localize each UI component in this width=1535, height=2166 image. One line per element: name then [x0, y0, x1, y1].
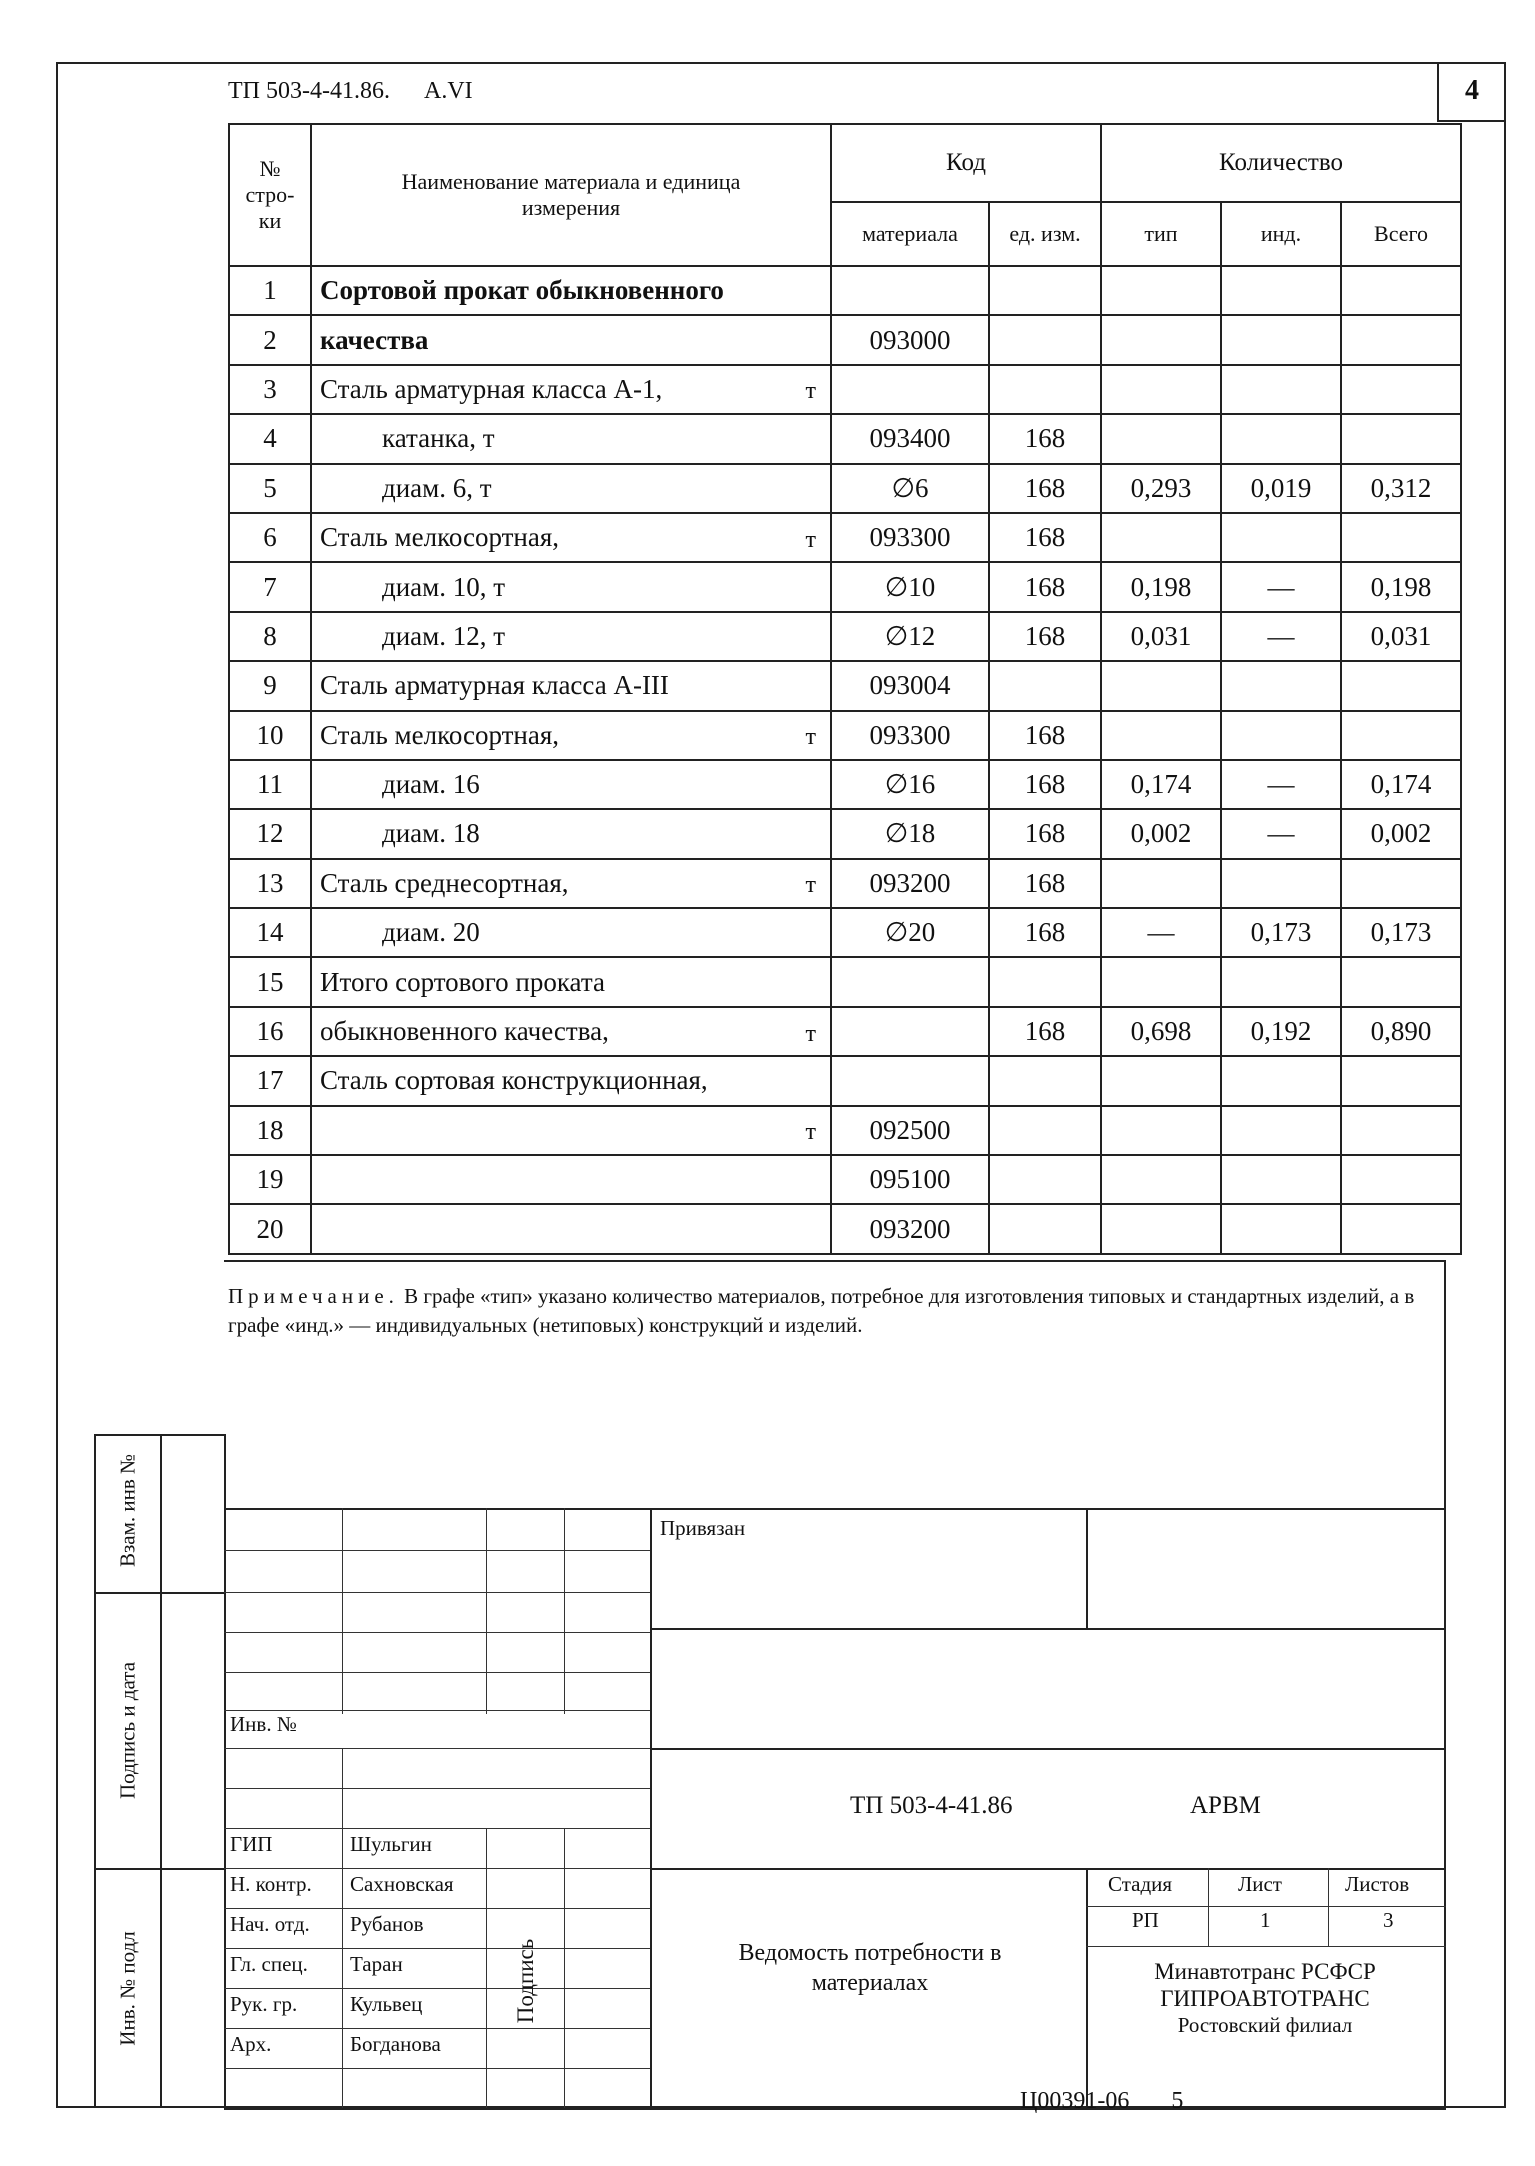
grid-line [224, 1260, 1446, 1262]
grid-line [224, 1908, 650, 1909]
qty-individual-cell: — [1221, 809, 1341, 858]
row-number-cell: 11 [229, 760, 311, 809]
role-person-name: Таран [350, 1952, 403, 1976]
qty-total-cell: 0,198 [1341, 562, 1461, 611]
qty-individual-cell [1221, 1106, 1341, 1155]
qty-individual-cell [1221, 315, 1341, 364]
row-number-cell: 10 [229, 711, 311, 760]
qty-total-cell [1341, 1106, 1461, 1155]
row-number-cell: 2 [229, 315, 311, 364]
qty-type-cell: 0,002 [1101, 809, 1221, 858]
material-code-cell [831, 1056, 989, 1105]
table-row [229, 266, 1461, 315]
grid-line [1086, 1906, 1446, 1907]
note-text: В графе «тип» указано количество материалов, потребное для изготовления типовых и стандартных изделий, а в графе «инд.» — индивидуальных (нетиповых) конструкций и изделий. [228, 1284, 1415, 1337]
grid-line [224, 1550, 650, 1551]
row-number-cell: 12 [229, 809, 311, 858]
materials-table [228, 123, 1462, 1255]
unit-code-cell [989, 365, 1101, 414]
grid-line [224, 1592, 650, 1593]
table-row [229, 612, 1461, 661]
material-name-cell [311, 859, 831, 908]
material-name-cell [311, 513, 831, 562]
material-name-cell [311, 266, 831, 315]
material-code-cell [831, 957, 989, 1006]
grid-line [564, 1508, 565, 1714]
side-stamp-top-border [94, 1434, 224, 1436]
qty-individual-cell [1221, 365, 1341, 414]
unit-code-cell [989, 1204, 1101, 1253]
grid-line [224, 1748, 650, 1749]
doc-header [228, 78, 501, 105]
qty-total-cell [1341, 365, 1461, 414]
table-row [229, 760, 1461, 809]
side-label-vzam: Взам. инв № [115, 1453, 140, 1568]
grid-line [224, 1632, 650, 1633]
unit-code-cell: 168 [989, 809, 1101, 858]
qty-individual-cell [1221, 1204, 1341, 1253]
table-row [229, 908, 1461, 957]
qty-individual-cell: — [1221, 562, 1341, 611]
grid-line [224, 2108, 1446, 2110]
unit-code-cell [989, 1155, 1101, 1204]
row-number-cell: 8 [229, 612, 311, 661]
material-code-cell [831, 1007, 989, 1056]
grid-line [486, 1828, 487, 2108]
org-ministry: Минавтотранс РСФСР [1154, 1959, 1376, 1984]
material-code-cell: ∅20 [831, 908, 989, 957]
qty-total-cell [1341, 1056, 1461, 1105]
unit-code-cell: 168 [989, 464, 1101, 513]
org-branch: Ростовский филиал [1177, 2013, 1353, 2037]
material-name: диам. 10, т [382, 571, 506, 602]
sheets-label: Листов [1345, 1872, 1410, 1896]
signature-column-label: Подпись [513, 1938, 538, 2024]
row-number-cell: 16 [229, 1007, 311, 1056]
unit-code-cell: 168 [989, 414, 1101, 463]
material-code-cell [831, 266, 989, 315]
qty-individual-cell [1221, 859, 1341, 908]
stage-label: Стадия [1108, 1872, 1173, 1896]
row-number-cell: 14 [229, 908, 311, 957]
sheet-label: Лист [1238, 1872, 1282, 1896]
note [228, 1282, 1458, 1340]
qty-individual-cell [1221, 957, 1341, 1006]
row-number-cell: 1 [229, 266, 311, 315]
material-name-cell [311, 760, 831, 809]
grid-line [342, 1748, 343, 2108]
qty-type-cell [1101, 661, 1221, 710]
album-number: A.VI [423, 78, 473, 104]
material-code-cell: ∅16 [831, 760, 989, 809]
material-code-cell: 093004 [831, 661, 989, 710]
role-label: Нач. отд. [230, 1912, 310, 1936]
role-person-name: Шульгин [350, 1832, 432, 1856]
material-name: диам. 20 [382, 917, 480, 948]
col-qty-individual: инд. [1221, 202, 1341, 266]
role-label: Гл. спец. [230, 1952, 308, 1976]
table-row [229, 1007, 1461, 1056]
table-row [229, 809, 1461, 858]
row-number-cell: 20 [229, 1204, 311, 1253]
material-name-cell [311, 1204, 831, 1253]
document-code: ТП 503-4-41.86 [850, 1792, 1013, 1819]
table-row [229, 711, 1461, 760]
material-name: Сталь среднесортная, [320, 867, 569, 898]
col-row-number: № стро- ки [229, 124, 311, 266]
material-name-cell [311, 661, 831, 710]
bottom-code [1020, 2088, 1183, 2115]
grid-line [224, 1868, 650, 1869]
col-qty-type: тип [1101, 202, 1221, 266]
qty-type-cell: 0,031 [1101, 612, 1221, 661]
material-name: Сталь мелкосортная, [320, 719, 560, 750]
side-stamp-divider-1 [94, 1592, 224, 1594]
material-name: Сталь сортовая конструкционная, [320, 1065, 708, 1096]
stage-value: РП [1132, 1908, 1159, 1932]
qty-total-cell: 0,174 [1341, 760, 1461, 809]
qty-type-cell: 0,698 [1101, 1007, 1221, 1056]
qty-type-cell [1101, 315, 1221, 364]
doc-code: ТП 503-4-41.86. [228, 78, 390, 104]
qty-type-cell [1101, 859, 1221, 908]
grid-line [224, 1710, 650, 1711]
material-code-cell: 093000 [831, 315, 989, 364]
qty-individual-cell [1221, 414, 1341, 463]
qty-individual-cell [1221, 711, 1341, 760]
row-number-cell: 7 [229, 562, 311, 611]
unit-code-cell [989, 1056, 1101, 1105]
bottom-doc-code: Ц00391-06 [1020, 2088, 1130, 2114]
qty-individual-cell [1221, 266, 1341, 315]
material-code-cell: 093300 [831, 711, 989, 760]
row-number-cell: 5 [229, 464, 311, 513]
material-name: диам. 18 [382, 818, 480, 849]
material-name-cell [311, 315, 831, 364]
unit-code-cell [989, 315, 1101, 364]
qty-type-cell [1101, 711, 1221, 760]
table-row [229, 562, 1461, 611]
unit-mark: т [805, 872, 816, 899]
qty-total-cell [1341, 661, 1461, 710]
title-block-top-border [224, 1508, 1446, 1510]
col-code-material: материала [831, 202, 989, 266]
qty-total-cell [1341, 414, 1461, 463]
grid-line [650, 1628, 1446, 1630]
material-name: диам. 6, т [382, 472, 492, 503]
material-code-cell: 093400 [831, 414, 989, 463]
row-number-cell: 17 [229, 1056, 311, 1105]
unit-mark: т [805, 724, 816, 751]
unit-code-cell: 168 [989, 1007, 1101, 1056]
unit-code-cell: 168 [989, 859, 1101, 908]
qty-type-cell [1101, 1056, 1221, 1105]
qty-type-cell [1101, 266, 1221, 315]
grid-line [224, 2028, 650, 2029]
material-name-cell [311, 1155, 831, 1204]
table-row [229, 957, 1461, 1006]
grid-line [224, 1672, 650, 1673]
title-block-left-border [224, 1434, 226, 2108]
qty-type-cell [1101, 1204, 1221, 1253]
unit-code-cell: 168 [989, 908, 1101, 957]
title-block-right-border [1444, 1260, 1446, 2108]
row-number-cell: 19 [229, 1155, 311, 1204]
side-stamp-inner-border [160, 1434, 162, 2108]
material-name-cell [311, 365, 831, 414]
qty-total-cell [1341, 859, 1461, 908]
material-name: диам. 12, т [382, 620, 506, 651]
row-number-cell: 4 [229, 414, 311, 463]
side-label-inv-original: Инв. № подл [115, 1931, 140, 2046]
unit-code-cell [989, 266, 1101, 315]
qty-total-cell: 0,031 [1341, 612, 1461, 661]
side-label-signature-date: Подпись и дата [115, 1661, 140, 1800]
qty-type-cell [1101, 365, 1221, 414]
note-lead: Примечание. [228, 1284, 399, 1308]
material-name: Сортовой прокат обыкновенного [320, 275, 724, 306]
col-qty-total: Всего [1341, 202, 1461, 266]
row-number-cell: 18 [229, 1106, 311, 1155]
grid-line [486, 1508, 487, 1714]
qty-type-cell [1101, 957, 1221, 1006]
side-stamp-left-border [94, 1434, 96, 2108]
material-code-cell: 093300 [831, 513, 989, 562]
table-row [229, 464, 1461, 513]
privyazan-label: Привязан [660, 1516, 746, 1540]
unit-code-cell: 168 [989, 612, 1101, 661]
role-person-name: Богданова [350, 2032, 441, 2056]
material-name: Сталь арматурная класса А-1, [320, 373, 663, 404]
row-number-cell: 6 [229, 513, 311, 562]
qty-type-cell: — [1101, 908, 1221, 957]
unit-mark: т [805, 1119, 816, 1146]
qty-individual-cell [1221, 661, 1341, 710]
bottom-page-number: 5 [1171, 2088, 1184, 2114]
sheets-value: 3 [1383, 1908, 1394, 1932]
qty-total-cell: 0,002 [1341, 809, 1461, 858]
role-label: Рук. гр. [230, 1992, 298, 2016]
material-name-cell [311, 809, 831, 858]
qty-total-cell: 0,312 [1341, 464, 1461, 513]
material-name: диам. 16 [382, 769, 480, 800]
qty-type-cell: 0,174 [1101, 760, 1221, 809]
material-code-cell: 093200 [831, 859, 989, 908]
col-group-quantity: Количество [1101, 124, 1461, 202]
role-person-name: Сахновская [350, 1872, 454, 1896]
table-row [229, 414, 1461, 463]
qty-type-cell [1101, 1106, 1221, 1155]
material-code-cell: ∅12 [831, 612, 989, 661]
qty-individual-cell [1221, 1155, 1341, 1204]
table-row [229, 1056, 1461, 1105]
table-row [229, 513, 1461, 562]
grid-line [224, 1788, 650, 1789]
unit-code-cell [989, 1106, 1101, 1155]
material-name-cell [311, 464, 831, 513]
grid-line [224, 1988, 650, 1989]
qty-total-cell: 0,890 [1341, 1007, 1461, 1056]
unit-code-cell [989, 957, 1101, 1006]
row-number-cell: 15 [229, 957, 311, 1006]
material-name-cell [311, 1007, 831, 1056]
qty-type-cell: 0,293 [1101, 464, 1221, 513]
grid-line [1086, 1868, 1088, 2108]
qty-individual-cell: 0,019 [1221, 464, 1341, 513]
inv-number-label: Инв. № [230, 1712, 297, 1736]
grid-line [564, 1828, 565, 2108]
qty-total-cell [1341, 266, 1461, 315]
material-name-cell [311, 1056, 831, 1105]
material-name-cell [311, 957, 831, 1006]
materials-table-body [229, 266, 1461, 1254]
material-name-cell [311, 612, 831, 661]
document-title: Ведомость потребности в материалах [738, 1940, 1002, 1996]
col-group-code: Код [831, 124, 1101, 202]
material-name-cell [311, 562, 831, 611]
material-code-cell: 093200 [831, 1204, 989, 1253]
material-code-cell: ∅10 [831, 562, 989, 611]
material-code-cell: ∅6 [831, 464, 989, 513]
qty-type-cell: 0,198 [1101, 562, 1221, 611]
role-label: ГИП [230, 1832, 273, 1856]
material-name: катанка, т [382, 423, 495, 454]
grid-line [1086, 1508, 1088, 1628]
grid-line [342, 1508, 343, 1714]
unit-mark: т [805, 378, 816, 405]
qty-individual-cell: 0,173 [1221, 908, 1341, 957]
role-label: Н. контр. [230, 1872, 312, 1896]
org-institute: ГИПРОАВТОТРАНС [1160, 1986, 1370, 2011]
material-code-cell [831, 365, 989, 414]
material-name: обыкновенного качества, [320, 1016, 609, 1047]
grid-line [650, 1868, 1446, 1870]
col-code-unit: ед. изм. [989, 202, 1101, 266]
row-number-cell: 13 [229, 859, 311, 908]
table-row [229, 1204, 1461, 1253]
material-name: качества [320, 324, 429, 355]
table-row [229, 365, 1461, 414]
qty-type-cell [1101, 1155, 1221, 1204]
material-name: Итого сортового проката [320, 966, 605, 997]
unit-code-cell: 168 [989, 711, 1101, 760]
role-label: Арх. [230, 2032, 272, 2056]
role-person-name: Кульвец [350, 1992, 423, 2016]
material-code-cell: 092500 [831, 1106, 989, 1155]
organization [1090, 1958, 1440, 2039]
sheet-value: 1 [1260, 1908, 1271, 1932]
row-number-cell: 3 [229, 365, 311, 414]
table-row [229, 315, 1461, 364]
unit-code-cell: 168 [989, 760, 1101, 809]
material-code-cell: 095100 [831, 1155, 989, 1204]
table-row [229, 1106, 1461, 1155]
page-number: 4 [1437, 62, 1505, 122]
table-row [229, 1155, 1461, 1204]
role-person-name: Рубанов [350, 1912, 424, 1936]
unit-code-cell [989, 661, 1101, 710]
qty-individual-cell: — [1221, 612, 1341, 661]
qty-type-cell [1101, 414, 1221, 463]
qty-individual-cell [1221, 513, 1341, 562]
unit-code-cell: 168 [989, 562, 1101, 611]
material-name: Сталь мелкосортная, [320, 522, 560, 553]
qty-total-cell [1341, 315, 1461, 364]
material-code-cell: ∅18 [831, 809, 989, 858]
qty-total-cell [1341, 957, 1461, 1006]
grid-line [224, 1828, 650, 1829]
row-number-cell: 9 [229, 661, 311, 710]
grid-line [650, 1508, 652, 2108]
col-material-name: Наименование материала и единица измерения [311, 124, 831, 266]
material-name-cell [311, 908, 831, 957]
material-name-cell [311, 1106, 831, 1155]
material-name-cell [311, 711, 831, 760]
qty-total-cell [1341, 513, 1461, 562]
qty-individual-cell: — [1221, 760, 1341, 809]
grid-line [1328, 1868, 1329, 1946]
grid-line [1208, 1868, 1209, 1946]
qty-individual-cell: 0,192 [1221, 1007, 1341, 1056]
unit-code-cell: 168 [989, 513, 1101, 562]
qty-individual-cell [1221, 1056, 1341, 1105]
qty-type-cell [1101, 513, 1221, 562]
qty-total-cell [1341, 711, 1461, 760]
material-name: Сталь арматурная класса А-III [320, 670, 669, 701]
grid-line [1086, 1946, 1446, 1947]
unit-mark: т [805, 1020, 816, 1047]
table-row [229, 661, 1461, 710]
qty-total-cell [1341, 1155, 1461, 1204]
document-mark: АРВМ [1190, 1792, 1261, 1819]
grid-line [224, 2068, 650, 2069]
material-name-cell [311, 414, 831, 463]
qty-total-cell: 0,173 [1341, 908, 1461, 957]
qty-total-cell [1341, 1204, 1461, 1253]
side-stamp-divider-2 [94, 1868, 224, 1870]
unit-mark: т [805, 526, 816, 553]
grid-line [224, 1948, 650, 1949]
table-row [229, 859, 1461, 908]
grid-line [650, 1748, 1446, 1750]
